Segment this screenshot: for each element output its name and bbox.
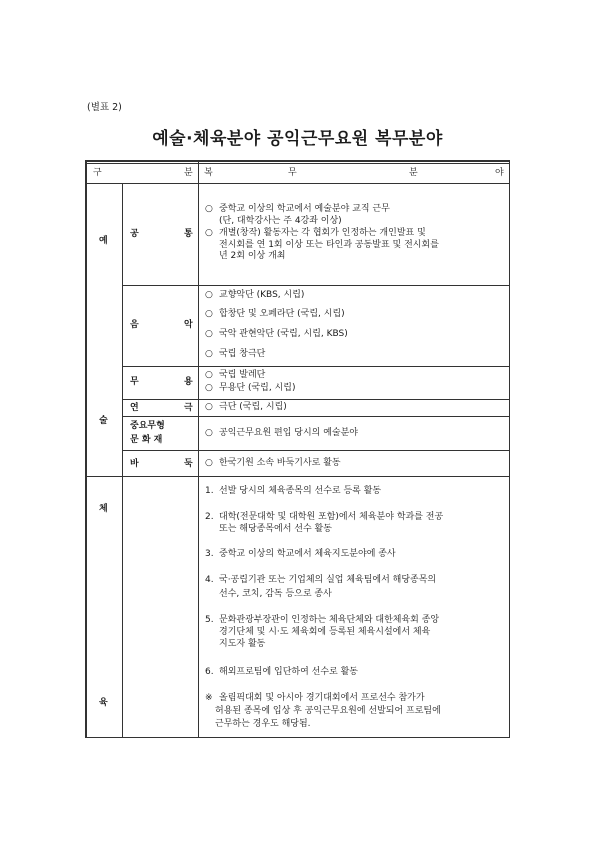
item-text: 또는 해당종목에서 선수 활동 bbox=[219, 524, 332, 534]
item-text: 지도자 활동 bbox=[219, 639, 266, 649]
header-division-1: 구 bbox=[93, 168, 102, 178]
bullet-marker: 2. bbox=[205, 512, 214, 522]
sub-label-drama-2: 극 bbox=[184, 403, 193, 413]
document-title: 예술·체육분야 공익근무요원 복무분야 bbox=[152, 129, 443, 149]
main-label-sports-2: 육 bbox=[99, 698, 108, 708]
sub-label-heritage-2: 문 화 재 bbox=[130, 435, 163, 445]
item-text: 무용단 (국립, 시립) bbox=[219, 383, 296, 393]
main-label-sports-1: 체 bbox=[99, 504, 108, 514]
bullet-marker: ○ bbox=[205, 402, 213, 412]
item-text: 교향악단 (KBS, 시립) bbox=[219, 290, 305, 300]
sub-label-heritage-1: 중요무형 bbox=[130, 421, 165, 431]
item-text: 국립 창극단 bbox=[219, 349, 266, 359]
item-text: 국립 발레단 bbox=[219, 370, 266, 380]
sub-label-dance-2: 용 bbox=[184, 377, 193, 387]
item-text: 개별(창작) 활동자는 각 협회가 인정하는 개인발표 및 bbox=[219, 228, 426, 238]
sub-label-dance-1: 무 bbox=[130, 377, 139, 387]
sub-label-music-1: 음 bbox=[130, 320, 139, 330]
item-text: 한국기원 소속 바둑기사로 활동 bbox=[219, 458, 341, 468]
item-text: 국악 관현악단 (국립, 시립, KBS) bbox=[219, 329, 348, 339]
bullet-marker: ○ bbox=[205, 370, 213, 380]
bullet-marker: ○ bbox=[205, 309, 213, 319]
note-marker: ※ bbox=[205, 693, 213, 703]
bullet-marker: 5. bbox=[205, 615, 214, 625]
item-text: 국·공립기관 또는 기업체의 실업 체육팀에서 해당종목의 bbox=[219, 575, 437, 585]
sub-label-drama-1: 연 bbox=[130, 403, 139, 413]
header-duty-1: 복 bbox=[204, 168, 213, 178]
item-text: 공익근무요원 편입 당시의 예술분야 bbox=[219, 428, 358, 438]
item-text: 년 2회 이상 개최 bbox=[219, 251, 286, 261]
item-text: 선발 당시의 체육종목의 선수로 등록 활동 bbox=[219, 486, 382, 496]
sub-label-baduk-1: 바 bbox=[130, 459, 139, 469]
bullet-marker: ○ bbox=[205, 204, 213, 214]
header-division-2: 분 bbox=[184, 168, 193, 178]
item-text: 대학(전문대학 및 대학원 포함)에서 체육분야 학과를 전공 bbox=[219, 512, 444, 522]
bullet-marker: 6. bbox=[205, 667, 214, 677]
main-label-art-1: 예 bbox=[99, 236, 108, 246]
note-text: 올림픽대회 및 아시아 경기대회에서 프로선수 참가가 bbox=[219, 693, 425, 703]
main-label-art-2: 술 bbox=[99, 416, 108, 426]
item-text: 중학교 이상의 학교에서 체육지도분야에 종사 bbox=[219, 549, 396, 559]
appendix-reference: (별표 2) bbox=[87, 102, 122, 113]
bullet-marker: 1. bbox=[205, 486, 214, 496]
sub-label-baduk-2: 둑 bbox=[184, 459, 193, 469]
duty-table bbox=[85, 160, 510, 738]
bullet-marker: ○ bbox=[205, 290, 213, 300]
bullet-marker: ○ bbox=[205, 228, 213, 238]
sub-label-common-2: 통 bbox=[184, 229, 193, 239]
sub-label-common-1: 공 bbox=[130, 229, 139, 239]
note-text: 허용된 종목에 입상 후 공익근무요원에 선발되어 프로팀에 bbox=[215, 706, 441, 716]
bullet-marker: ○ bbox=[205, 329, 213, 339]
bullet-marker: ○ bbox=[205, 458, 213, 468]
bullet-marker: 4. bbox=[205, 575, 214, 585]
item-text: 해외프로팀에 입단하여 선수로 활동 bbox=[219, 667, 358, 677]
sub-label-music-2: 악 bbox=[184, 320, 193, 330]
item-text: (단, 대학강사는 주 4강좌 이상) bbox=[219, 215, 342, 226]
header-duty-2: 무 bbox=[288, 168, 297, 178]
bullet-marker: ○ bbox=[205, 428, 213, 438]
note-text: 근무하는 경우도 해당됨. bbox=[215, 719, 311, 729]
item-text: 극단 (국립, 시립) bbox=[219, 402, 287, 412]
item-text: 전시회를 연 1회 이상 또는 타인과 공동발표 및 전시회를 bbox=[219, 239, 439, 250]
bullet-marker: ○ bbox=[205, 349, 213, 359]
item-text: 경기단체 및 시·도 체육회에 등록된 체육시설에서 체육 bbox=[219, 627, 431, 637]
item-text: 합창단 및 오페라단 (국립, 시립) bbox=[219, 309, 345, 319]
item-text: 중학교 이상의 학교에서 예술분야 교직 근무 bbox=[219, 204, 390, 214]
item-text: 선수, 코치, 감독 등으로 종사 bbox=[219, 589, 332, 599]
header-duty-4: 야 bbox=[495, 168, 504, 178]
item-text: 문화관광부장관이 인정하는 체육단체와 대한체육회 종앙 bbox=[219, 615, 440, 625]
bullet-marker: ○ bbox=[205, 383, 213, 393]
header-duty-3: 분 bbox=[409, 168, 418, 178]
bullet-marker: 3. bbox=[205, 549, 214, 559]
